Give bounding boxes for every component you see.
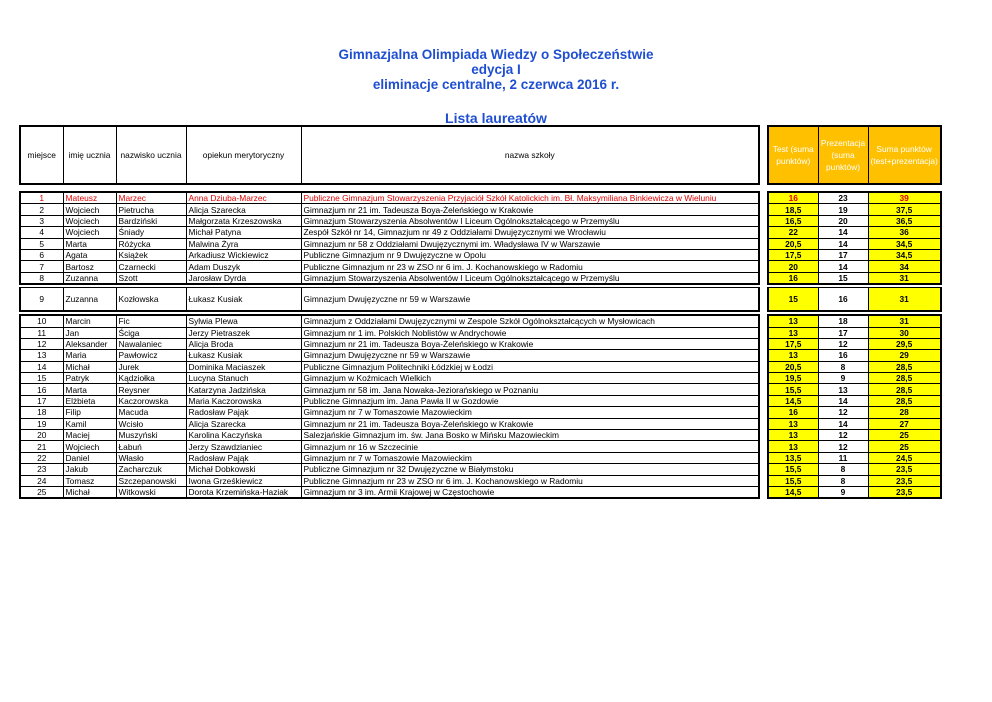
presentation-score-cell: 16 <box>818 350 868 361</box>
test-score-cell: 16 <box>768 272 818 284</box>
school-cell: Gimnazjum Stowarzyszenia Absolwentów I Liceum Ogólnokształcącego w Przemyślu <box>301 215 759 226</box>
tutor-cell: Alicja Szarecka <box>186 418 301 429</box>
total-score-cell: 28,5 <box>868 384 941 395</box>
last-name-cell: Marzec <box>116 192 186 204</box>
title-line-3: eliminacje centralne, 2 czerwca 2016 r. <box>372 77 620 92</box>
last-name-cell: Witkowski <box>116 486 186 498</box>
school-cell: Gimnazjum nr 1 im. Polskich Noblistów w Andrychowie <box>301 327 759 338</box>
total-score-cell: 25 <box>868 441 941 452</box>
school-cell: Gimnazjum nr 21 im. Tadeusza Boya-Żeleńskiego w Krakowie <box>301 338 759 349</box>
table-row <box>20 475 941 486</box>
place-cell: 12 <box>20 338 63 349</box>
school-cell: Gimnazjum nr 58 z Oddziałami Dwujęzycznymi im. Władysława IV w Warszawie <box>301 238 759 249</box>
list-title: Lista laureatów <box>445 110 547 126</box>
school-cell: Publiczne Gimnazjum im. Jana Pawła II w Gozdowie <box>301 395 759 406</box>
presentation-score-cell: 12 <box>818 441 868 452</box>
place-cell: 2 <box>20 204 63 215</box>
school-cell: Gimnazjum w Koźmicach Wielkich <box>301 373 759 384</box>
header-row <box>20 126 941 184</box>
presentation-score-cell: 16 <box>818 288 868 312</box>
last-name-cell: Szott <box>116 272 186 284</box>
tutor-cell: Katarzyna Jadzińska <box>186 384 301 395</box>
presentation-score-cell: 8 <box>818 464 868 475</box>
school-cell: Publiczne Gimnazjum nr 23 w ZSO nr 6 im. J. Kochanowskiego w Radomiu <box>301 475 759 486</box>
place-cell: 21 <box>20 441 63 452</box>
total-score-cell: 30 <box>868 327 941 338</box>
presentation-score-cell: 23 <box>818 192 868 204</box>
tutor-cell: Łukasz Kusiak <box>186 288 301 312</box>
first-name-cell: Zuzanna <box>63 288 116 312</box>
test-score-cell: 15,5 <box>768 464 818 475</box>
first-name-cell: Jakub <box>63 464 116 475</box>
school-cell: Gimnazjum Dwujęzyczne nr 59 w Warszawie <box>301 288 759 312</box>
last-name-cell: Własło <box>116 452 186 463</box>
total-score-cell: 31 <box>868 272 941 284</box>
first-name-cell: Michał <box>63 361 116 372</box>
table-row <box>20 464 941 475</box>
table-row <box>20 395 941 406</box>
school-cell: Gimnazjum nr 3 im. Armii Krajowej w Częstochowie <box>301 486 759 498</box>
header-first-name: imię ucznia <box>63 126 116 184</box>
school-cell: Gimnazjum nr 7 w Tomaszowie Mazowieckim <box>301 407 759 418</box>
laureates-table <box>19 125 942 499</box>
test-score-cell: 14,5 <box>768 486 818 498</box>
presentation-score-cell: 14 <box>818 395 868 406</box>
school-cell: Publiczne Gimnazjum nr 9 Dwujęzyczne w Opolu <box>301 249 759 260</box>
place-cell: 13 <box>20 350 63 361</box>
total-score-cell: 23,5 <box>868 486 941 498</box>
first-name-cell: Marcin <box>63 315 116 327</box>
first-name-cell: Maria <box>63 350 116 361</box>
first-name-cell: Marta <box>63 384 116 395</box>
school-cell: Publiczne Gimnazjum nr 32 Dwujęzyczne w Białymstoku <box>301 464 759 475</box>
last-name-cell: Łabuń <box>116 441 186 452</box>
document-title <box>0 47 992 92</box>
first-name-cell: Jan <box>63 327 116 338</box>
first-name-cell: Michał <box>63 486 116 498</box>
title-line-2: edycja I <box>471 62 521 77</box>
tutor-cell: Anna Dziuba-Marzec <box>186 192 301 204</box>
first-name-cell: Zuzanna <box>63 272 116 284</box>
school-cell: Publiczne Gimnazjum Stowarzyszenia Przyjaciół Szkół Katolickich im. Bł. Maksymiliana Binkiewicza w Wieluniu <box>301 192 759 204</box>
total-score-cell: 36,5 <box>868 215 941 226</box>
table-row <box>20 418 941 429</box>
presentation-score-cell: 20 <box>818 215 868 226</box>
test-score-cell: 15,5 <box>768 475 818 486</box>
presentation-score-cell: 12 <box>818 338 868 349</box>
first-name-cell: Agata <box>63 249 116 260</box>
last-name-cell: Zacharczuk <box>116 464 186 475</box>
tutor-cell: Karolina Kaczyńska <box>186 430 301 441</box>
tutor-cell: Alicja Broda <box>186 338 301 349</box>
total-score-cell: 28 <box>868 407 941 418</box>
last-name-cell: Jurek <box>116 361 186 372</box>
place-cell: 18 <box>20 407 63 418</box>
total-score-cell: 34,5 <box>868 249 941 260</box>
last-name-cell: Różycka <box>116 238 186 249</box>
total-score-cell: 24,5 <box>868 452 941 463</box>
last-name-cell: Szczepanowski <box>116 475 186 486</box>
tutor-cell: Jerzy Szawdzianiec <box>186 441 301 452</box>
presentation-score-cell: 14 <box>818 238 868 249</box>
first-name-cell: Maciej <box>63 430 116 441</box>
tutor-cell: Radosław Pająk <box>186 407 301 418</box>
last-name-cell: Kaczorowska <box>116 395 186 406</box>
first-name-cell: Wojciech <box>63 441 116 452</box>
tutor-cell: Małgorzata Krzeszowska <box>186 215 301 226</box>
total-score-cell: 23,5 <box>868 475 941 486</box>
total-score-cell: 37,5 <box>868 204 941 215</box>
total-score-cell: 29,5 <box>868 338 941 349</box>
test-score-cell: 22 <box>768 227 818 238</box>
school-cell: Gimnazjum Dwujęzyczne nr 59 w Warszawie <box>301 350 759 361</box>
presentation-score-cell: 18 <box>818 315 868 327</box>
first-name-cell: Wojciech <box>63 227 116 238</box>
header-test: Test (suma punktów) <box>768 126 818 184</box>
test-score-cell: 13 <box>768 430 818 441</box>
last-name-cell: Kozłowska <box>116 288 186 312</box>
table-row <box>20 215 941 226</box>
last-name-cell: Czarnecki <box>116 261 186 272</box>
test-score-cell: 13 <box>768 315 818 327</box>
tutor-cell: Dominika Maciaszek <box>186 361 301 372</box>
tutor-cell: Michał Patyna <box>186 227 301 238</box>
presentation-score-cell: 17 <box>818 249 868 260</box>
school-cell: Gimnazjum nr 21 im. Tadeusza Boya-Żeleńskiego w Krakowie <box>301 204 759 215</box>
first-name-cell: Patryk <box>63 373 116 384</box>
table-row <box>20 452 941 463</box>
presentation-score-cell: 12 <box>818 430 868 441</box>
school-cell: Gimnazjum nr 16 w Szczecinie <box>301 441 759 452</box>
last-name-cell: Kądziołka <box>116 373 186 384</box>
tutor-cell: Lucyna Stanuch <box>186 373 301 384</box>
table-row <box>20 288 941 312</box>
place-cell: 17 <box>20 395 63 406</box>
table-row <box>20 272 941 284</box>
table-row <box>20 261 941 272</box>
presentation-score-cell: 12 <box>818 407 868 418</box>
table-row <box>20 361 941 372</box>
school-cell: Zespół Szkół nr 14, Gimnazjum nr 49 z Oddziałami Dwujęzycznymi we Wrocławiu <box>301 227 759 238</box>
table-row <box>20 350 941 361</box>
presentation-score-cell: 14 <box>818 227 868 238</box>
header-presentation: Prezentacja (suma punktów) <box>818 126 868 184</box>
header-last-name: nazwisko ucznia <box>116 126 186 184</box>
place-cell: 7 <box>20 261 63 272</box>
last-name-cell: Pawłowicz <box>116 350 186 361</box>
presentation-score-cell: 9 <box>818 486 868 498</box>
place-cell: 19 <box>20 418 63 429</box>
test-score-cell: 20,5 <box>768 361 818 372</box>
table-row <box>20 227 941 238</box>
total-score-cell: 28,5 <box>868 361 941 372</box>
table-row <box>20 327 941 338</box>
first-name-cell: Marta <box>63 238 116 249</box>
last-name-cell: Fic <box>116 315 186 327</box>
place-cell: 5 <box>20 238 63 249</box>
total-score-cell: 31 <box>868 315 941 327</box>
school-cell: Publiczne Gimnazjum Politechniki Łódzkiej w Łodzi <box>301 361 759 372</box>
test-score-cell: 20,5 <box>768 238 818 249</box>
presentation-score-cell: 9 <box>818 373 868 384</box>
tutor-cell: Malwina Żyra <box>186 238 301 249</box>
presentation-score-cell: 8 <box>818 361 868 372</box>
place-cell: 24 <box>20 475 63 486</box>
first-name-cell: Wojciech <box>63 215 116 226</box>
header-school: nazwa szkoły <box>301 126 759 184</box>
test-score-cell: 14,5 <box>768 395 818 406</box>
presentation-score-cell: 15 <box>818 272 868 284</box>
presentation-score-cell: 19 <box>818 204 868 215</box>
table-row <box>20 238 941 249</box>
test-score-cell: 13 <box>768 441 818 452</box>
table-row <box>20 441 941 452</box>
test-score-cell: 16 <box>768 407 818 418</box>
place-cell: 15 <box>20 373 63 384</box>
place-cell: 3 <box>20 215 63 226</box>
tutor-cell: Sylwia Plewa <box>186 315 301 327</box>
test-score-cell: 15 <box>768 288 818 312</box>
total-score-cell: 28,5 <box>868 373 941 384</box>
table-row <box>20 338 941 349</box>
total-score-cell: 39 <box>868 192 941 204</box>
presentation-score-cell: 14 <box>818 261 868 272</box>
test-score-cell: 13,5 <box>768 452 818 463</box>
last-name-cell: Książek <box>116 249 186 260</box>
tutor-cell: Radosław Pająk <box>186 452 301 463</box>
test-score-cell: 13 <box>768 350 818 361</box>
tutor-cell: Alicja Szarecka <box>186 204 301 215</box>
test-score-cell: 17,5 <box>768 249 818 260</box>
table-row <box>20 249 941 260</box>
presentation-score-cell: 11 <box>818 452 868 463</box>
tutor-cell: Adam Duszyk <box>186 261 301 272</box>
total-score-cell: 29 <box>868 350 941 361</box>
first-name-cell: Aleksander <box>63 338 116 349</box>
test-score-cell: 15,5 <box>768 384 818 395</box>
test-score-cell: 17,5 <box>768 338 818 349</box>
tutor-cell: Michał Dobkowski <box>186 464 301 475</box>
presentation-score-cell: 8 <box>818 475 868 486</box>
first-name-cell: Wojciech <box>63 204 116 215</box>
place-cell: 6 <box>20 249 63 260</box>
school-cell: Gimnazjum z Oddziałami Dwujęzycznymi w Zespole Szkół Ogólnokształcących w Mysłowicach <box>301 315 759 327</box>
last-name-cell: Muszyński <box>116 430 186 441</box>
place-cell: 4 <box>20 227 63 238</box>
total-score-cell: 28,5 <box>868 395 941 406</box>
presentation-score-cell: 17 <box>818 327 868 338</box>
total-score-cell: 36 <box>868 227 941 238</box>
table-row <box>20 407 941 418</box>
school-cell: Publiczne Gimnazjum nr 23 w ZSO nr 6 im. J. Kochanowskiego w Radomiu <box>301 261 759 272</box>
tutor-cell: Łukasz Kusiak <box>186 350 301 361</box>
first-name-cell: Daniel <box>63 452 116 463</box>
school-cell: Salezjańskie Gimnazjum im. św. Jana Bosko w Mińsku Mazowieckim <box>301 430 759 441</box>
total-score-cell: 34 <box>868 261 941 272</box>
school-cell: Gimnazjum nr 7 w Tomaszowie Mazowieckim <box>301 452 759 463</box>
school-cell: Gimnazjum nr 21 im. Tadeusza Boya-Żeleńskiego w Krakowie <box>301 418 759 429</box>
tutor-cell: Jerzy Pietraszek <box>186 327 301 338</box>
test-score-cell: 16,5 <box>768 215 818 226</box>
test-score-cell: 16 <box>768 192 818 204</box>
tutor-cell: Arkadiusz Wickiewicz <box>186 249 301 260</box>
header-place: miejsce <box>20 126 63 184</box>
table-row <box>20 192 941 204</box>
test-score-cell: 18,5 <box>768 204 818 215</box>
first-name-cell: Tomasz <box>63 475 116 486</box>
test-score-cell: 20 <box>768 261 818 272</box>
total-score-cell: 27 <box>868 418 941 429</box>
tutor-cell: Iwona Grześkiewicz <box>186 475 301 486</box>
school-cell: Gimnazjum Stowarzyszenia Absolwentów I Liceum Ogólnokształcącego w Przemyślu <box>301 272 759 284</box>
place-cell: 14 <box>20 361 63 372</box>
school-cell: Gimnazjum nr 58 im. Jana Nowaka-Jeziorańskiego w Poznaniu <box>301 384 759 395</box>
first-name-cell: Bartosz <box>63 261 116 272</box>
place-cell: 10 <box>20 315 63 327</box>
test-score-cell: 13 <box>768 418 818 429</box>
last-name-cell: Wcisło <box>116 418 186 429</box>
table-row <box>20 430 941 441</box>
first-name-cell: Mateusz <box>63 192 116 204</box>
total-score-cell: 25 <box>868 430 941 441</box>
place-cell: 1 <box>20 192 63 204</box>
header-total: Suma punktów (test+prezentacja) <box>868 126 941 184</box>
total-score-cell: 31 <box>868 288 941 312</box>
last-name-cell: Macuda <box>116 407 186 418</box>
first-name-cell: Kamil <box>63 418 116 429</box>
place-cell: 16 <box>20 384 63 395</box>
tutor-cell: Jarosław Dyrda <box>186 272 301 284</box>
test-score-cell: 19,5 <box>768 373 818 384</box>
place-cell: 9 <box>20 288 63 312</box>
first-name-cell: Filip <box>63 407 116 418</box>
test-score-cell: 13 <box>768 327 818 338</box>
place-cell: 22 <box>20 452 63 463</box>
tutor-cell: Dorota Krzemińska-Haziak <box>186 486 301 498</box>
last-name-cell: Nawalaniec <box>116 338 186 349</box>
table-row <box>20 315 941 327</box>
last-name-cell: Pietrucha <box>116 204 186 215</box>
table-row <box>20 486 941 498</box>
table-row <box>20 204 941 215</box>
last-name-cell: Reysner <box>116 384 186 395</box>
place-cell: 23 <box>20 464 63 475</box>
last-name-cell: Bardziński <box>116 215 186 226</box>
table-row <box>20 384 941 395</box>
table-row <box>20 373 941 384</box>
presentation-score-cell: 14 <box>818 418 868 429</box>
header-tutor: opiekun merytoryczny <box>186 126 301 184</box>
place-cell: 25 <box>20 486 63 498</box>
tutor-cell: Maria Kaczorowska <box>186 395 301 406</box>
presentation-score-cell: 13 <box>818 384 868 395</box>
place-cell: 20 <box>20 430 63 441</box>
last-name-cell: Ściga <box>116 327 186 338</box>
title-line-1: Gimnazjalna Olimpiada Wiedzy o Społeczeństwie <box>338 47 654 62</box>
total-score-cell: 23,5 <box>868 464 941 475</box>
last-name-cell: Śniady <box>116 227 186 238</box>
place-cell: 8 <box>20 272 63 284</box>
first-name-cell: Elżbieta <box>63 395 116 406</box>
total-score-cell: 34,5 <box>868 238 941 249</box>
place-cell: 11 <box>20 327 63 338</box>
